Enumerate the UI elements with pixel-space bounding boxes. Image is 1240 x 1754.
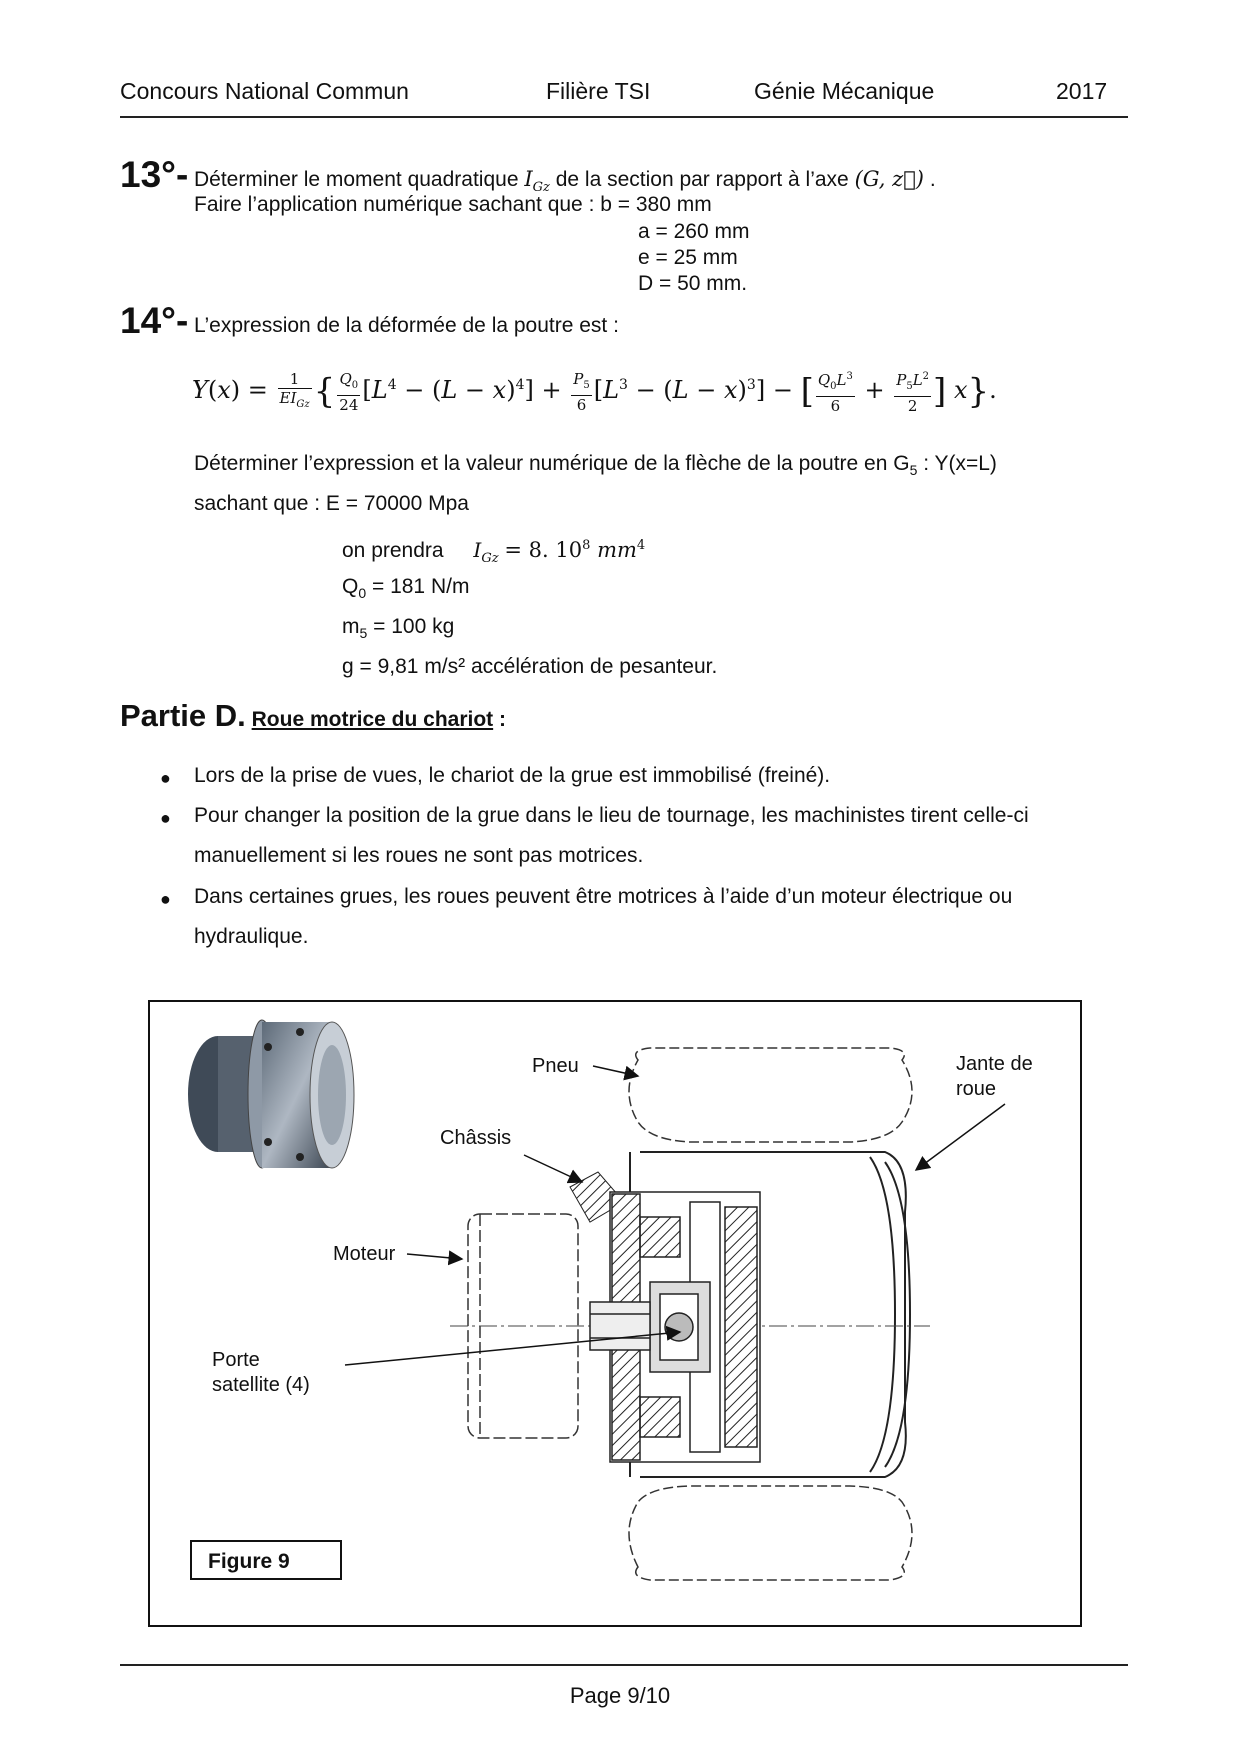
- q13-text-a: Déterminer le moment quadratique: [194, 168, 525, 191]
- q14-on-prendra: on prendra: [342, 539, 444, 562]
- q14-igz-unit-exp: 4: [636, 538, 646, 553]
- q13-number: 13°-: [120, 154, 189, 195]
- igz-sub: Gz: [532, 180, 550, 196]
- figure-caption: Figure 9: [190, 1540, 342, 1580]
- igz-I: I: [524, 167, 533, 191]
- q14-m5-a: m: [342, 615, 360, 638]
- label-moteur: Moteur: [333, 1243, 396, 1265]
- q14-igz-sub: Gz: [481, 551, 499, 566]
- label-porte-1: Porte: [212, 1349, 260, 1371]
- figure-9: [148, 1000, 1082, 1627]
- q14-igz-I: I: [473, 538, 482, 562]
- q14-igz-symbol: [473, 538, 499, 566]
- wheel-drawing: [150, 1002, 1080, 1625]
- q14-intro: L’expression de la déformée de la poutre est :: [194, 314, 619, 337]
- q14-sachant: sachant que : E = 70000 Mpa: [194, 492, 469, 515]
- hub-section: [590, 1192, 760, 1462]
- q14-number: 14°-: [120, 300, 189, 341]
- q13-val-e: e = 25 mm: [638, 246, 738, 269]
- label-porte-2: satellite (4): [212, 1374, 310, 1396]
- q13-axis: (G, z⃗): [854, 167, 924, 191]
- q14-fleche-sub: 5: [909, 462, 918, 479]
- q14-fleche-a: Déterminer l’expression et la valeur numérique de la flèche de la poutre en G: [194, 452, 910, 475]
- q14-fleche-b: : Y(x=L): [917, 452, 997, 475]
- header-filiere: Filière TSI: [546, 78, 651, 104]
- partD-colon: :: [493, 708, 506, 731]
- q14-m5-b: = 100 kg: [367, 615, 455, 638]
- q14-Q0-b: = 181 N/m: [366, 575, 470, 598]
- bullet-2-line1: Pour changer la position de la grue dans le lieu de tournage, les machinistes tirent celle-ci: [194, 804, 1029, 827]
- q13-val-D: D = 50 mm.: [638, 272, 748, 295]
- bullet-dot: ●: [160, 808, 171, 828]
- label-pneu: Pneu: [532, 1055, 579, 1077]
- bullet-dot: ●: [160, 768, 171, 788]
- q13-line2: Faire l’application numérique sachant que : b = 380 mm: [194, 193, 712, 216]
- q14-Q0: [342, 574, 469, 606]
- q14-g: g = 9,81 m/s² accélération de pesanteur.: [342, 655, 718, 678]
- label-jante-1: Jante de: [956, 1053, 1033, 1075]
- q14-igz-exp: 8: [582, 538, 591, 553]
- q13-val-a: a = 260 mm: [638, 220, 750, 243]
- partD-title: Partie D.: [120, 698, 246, 733]
- q14-m5-sub: 5: [359, 625, 368, 642]
- bullet-3-line1: Dans certaines grues, les roues peuvent être motrices à l’aide d’un moteur électrique ou: [194, 885, 1013, 908]
- q14-igz-value: = 8. 10: [504, 538, 583, 562]
- bullet-1: Lors de la prise de vues, le chariot de la grue est immobilisé (freiné).: [194, 764, 831, 787]
- header-rule: [120, 116, 1128, 118]
- q13-text-end: .: [924, 168, 936, 191]
- deformee-equation: Y(x) = $\frac{1}{EI_{Gz}}$ { $\frac{Q_0}{24}$ $[L^4 - (L - x)^4]$ + $\frac{P_5}{6}$ $[L^3 - (L - x)^3]$ − [ $\frac{Q_0L^3}{6}$ + $\frac{P_5L^2}{2}$ ] x}.: [192, 369, 997, 415]
- q14-igz-line: [342, 533, 645, 572]
- q14-fleche: [194, 451, 997, 483]
- bullet-3-line2: hydraulique.: [194, 925, 309, 948]
- header-year: 2017: [1056, 78, 1108, 104]
- partD-subtitle: Roue motrice du chariot: [251, 708, 494, 731]
- q14-igz-unit: mm: [590, 538, 637, 562]
- label-jante-2: roue: [956, 1078, 997, 1100]
- q14-Q0-a: Q: [342, 575, 359, 598]
- q13-text-b: de la section par rapport à l’axe: [549, 168, 855, 191]
- bullet-dot: ●: [160, 889, 171, 909]
- q14-m5: [342, 614, 454, 646]
- header-matiere: Génie Mécanique: [754, 78, 935, 104]
- q14-Q0-sub: 0: [358, 585, 367, 602]
- footer-rule: [120, 1664, 1128, 1666]
- partD-heading: [120, 698, 506, 734]
- label-chassis: Châssis: [440, 1127, 512, 1149]
- igz-symbol: [524, 167, 550, 196]
- bullet-2-line2: manuellement si les roues ne sont pas motrices.: [194, 844, 644, 867]
- page-number: Page 9/10: [569, 1683, 671, 1708]
- header-left: Concours National Commun: [120, 78, 409, 104]
- drive-unit-photo: [188, 1020, 354, 1168]
